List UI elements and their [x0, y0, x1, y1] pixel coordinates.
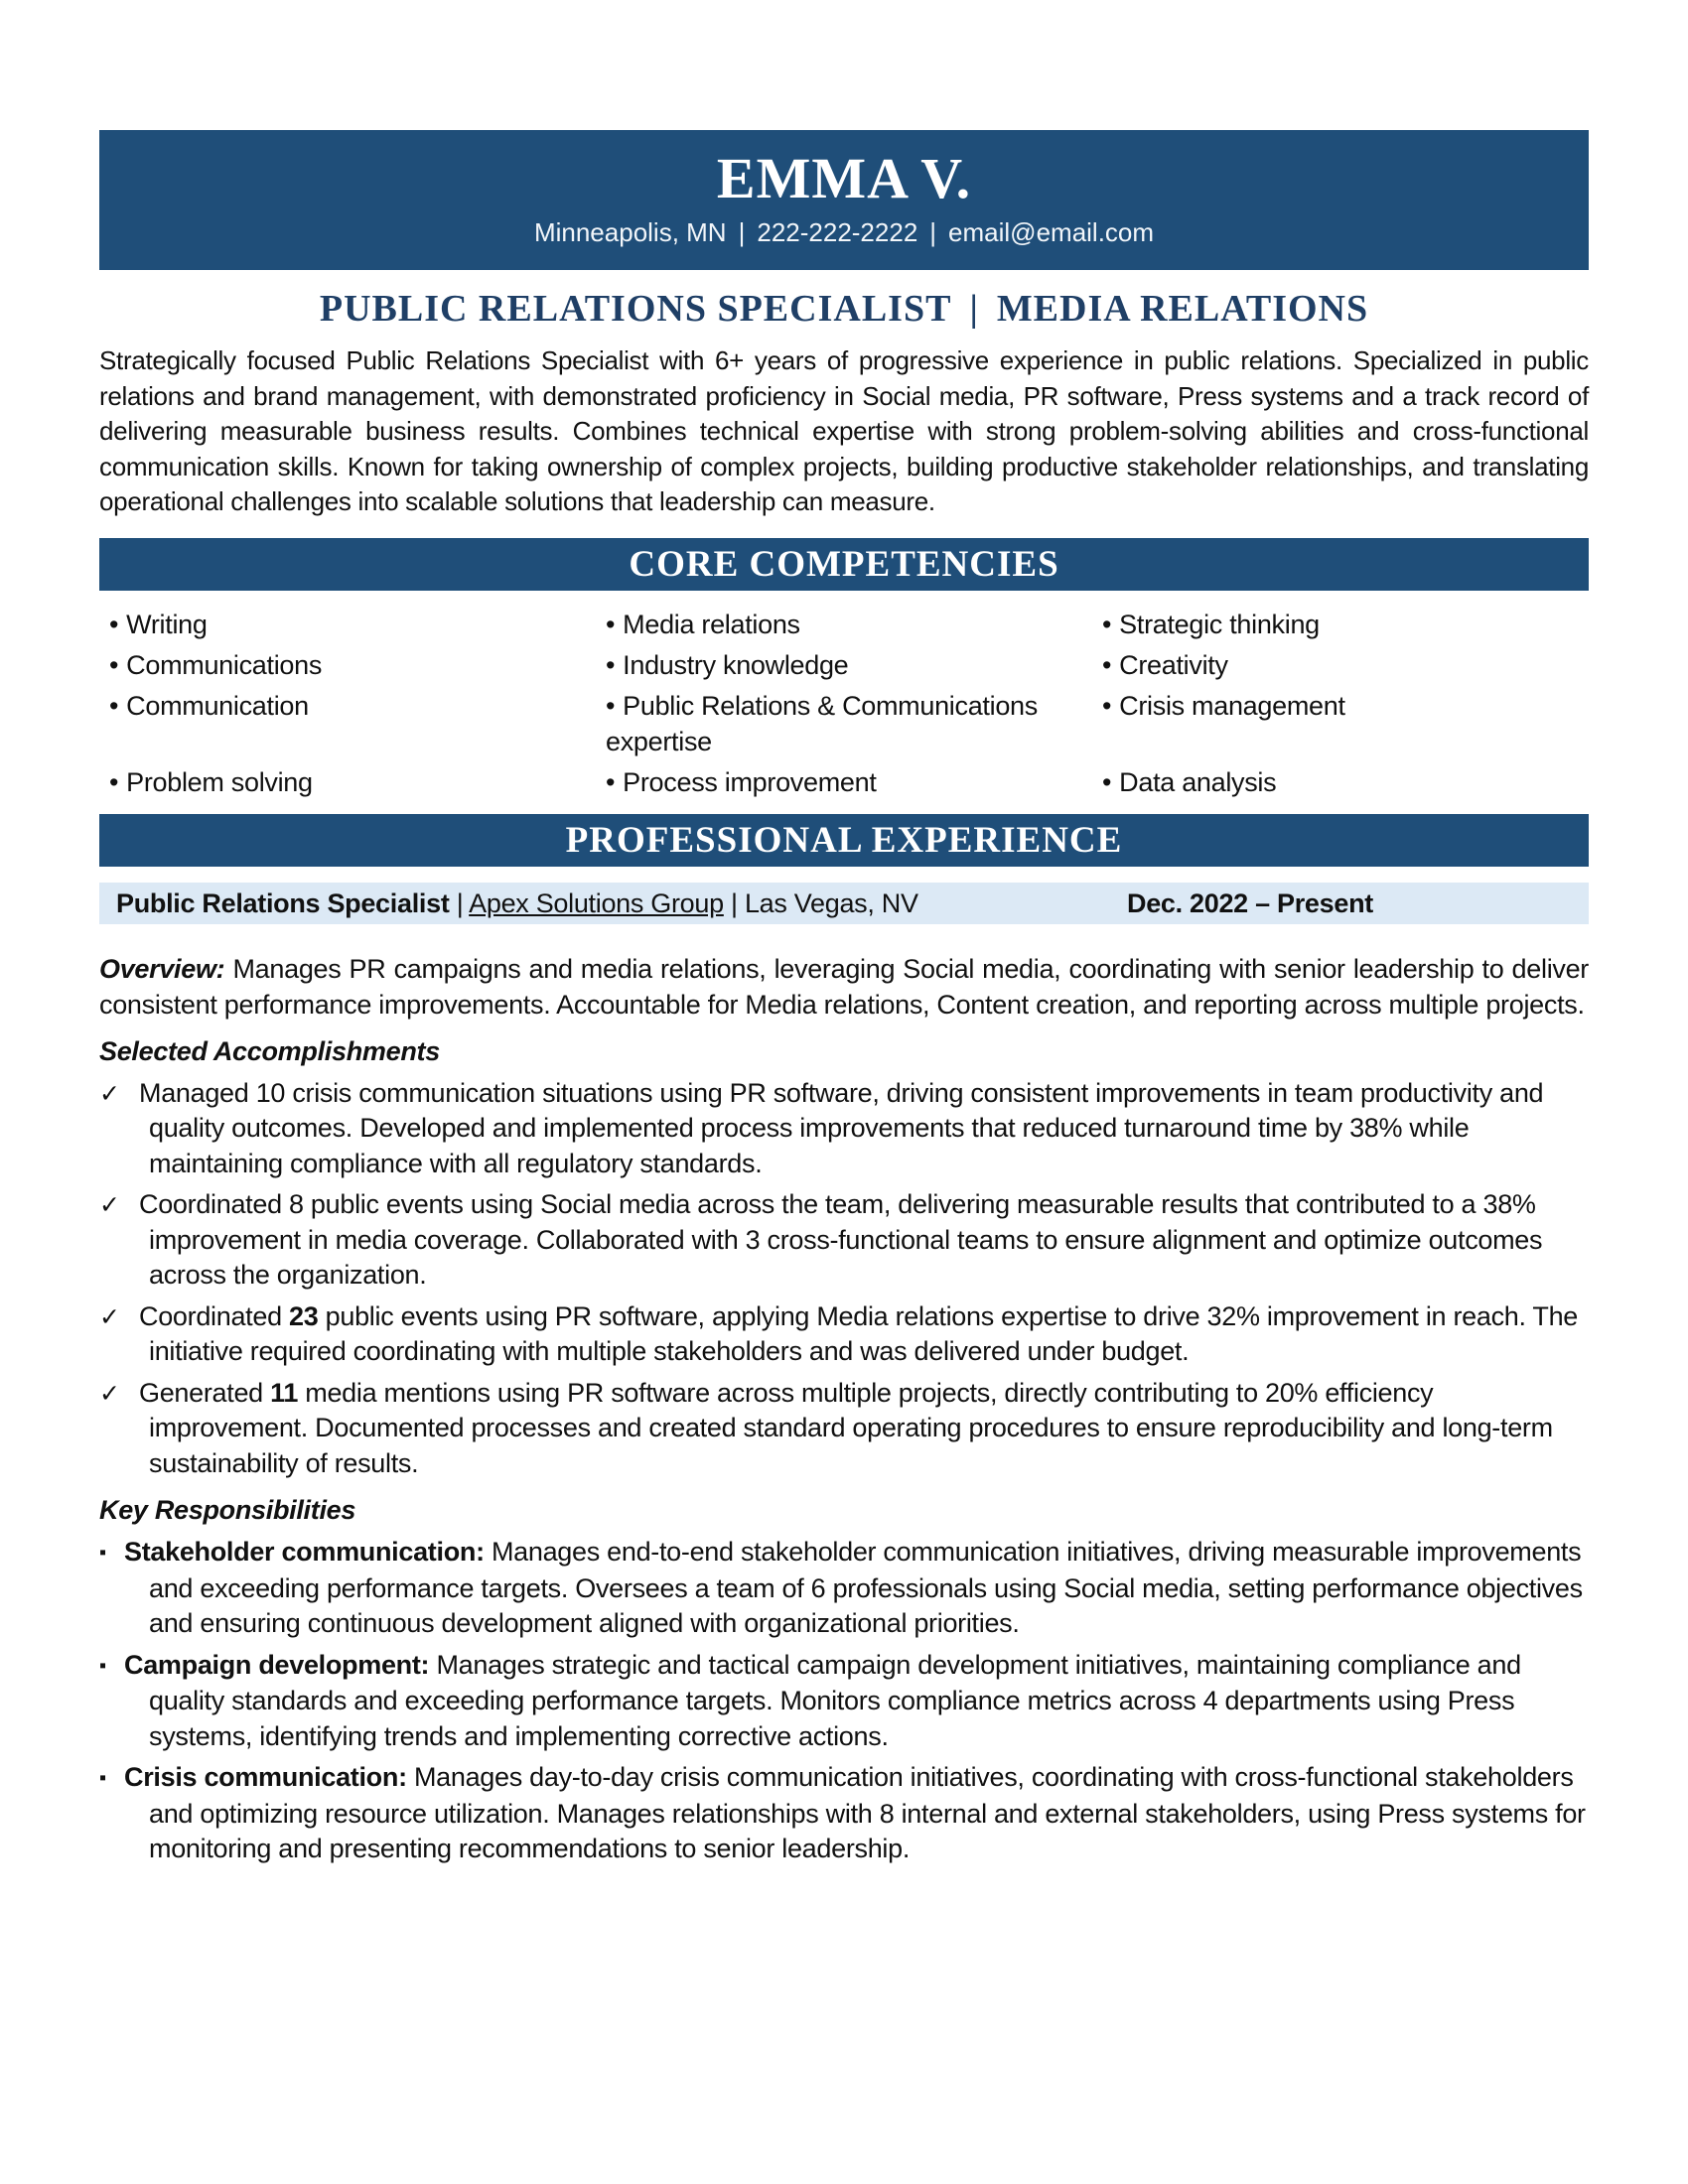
accomplishments-heading: Selected Accomplishments: [99, 1035, 440, 1066]
job-info: [116, 883, 918, 924]
responsibility-item: [99, 1648, 1589, 1755]
competency-label: Crisis management: [1119, 690, 1345, 721]
competency-label: Data analysis: [1119, 766, 1277, 797]
job-dates: Dec. 2022 – Present: [1127, 887, 1373, 918]
bullet-icon: •: [109, 766, 119, 797]
competency-item: [596, 607, 1092, 642]
job-location: Las Vegas, NV: [744, 887, 918, 918]
responsibility-label: Campaign development:: [124, 1649, 430, 1680]
contact-separator: |: [929, 217, 937, 247]
competency-item: [99, 764, 596, 800]
competency-label: Creativity: [1119, 649, 1228, 680]
competency-item: [1092, 647, 1589, 683]
responsibility-label: Crisis communication:: [124, 1762, 407, 1792]
checkmark-icon: ✓: [99, 1301, 120, 1331]
accomplishments-list: [99, 1076, 1589, 1482]
competencies-list: [99, 591, 1589, 800]
contact-line: [99, 215, 1589, 249]
competency-item: [99, 688, 596, 759]
bullet-icon: •: [1102, 609, 1112, 639]
title-focus: MEDIA RELATIONS: [996, 288, 1369, 330]
professional-summary: Strategically focused Public Relations Specialist with 6+ years of progressive experience in public relations. Specialized in public relations and brand management, with demonstrated proficiency in Social media, PR software, Press systems and a track record of delivering measurable business results. Combines technical expertise with strong problem-solving abilities and cross-functional communication skills. Known for taking ownership of complex projects, building productive stakeholder relationships, and translating operational challenges into scalable solutions that leadership can measure.: [99, 345, 1589, 516]
company-name: Apex Solutions Group: [469, 887, 724, 918]
competency-item: [99, 647, 596, 683]
contact-separator: |: [738, 217, 746, 247]
bullet-icon: •: [109, 609, 119, 639]
accomplishment-item: [99, 1376, 1589, 1482]
competency-label: Strategic thinking: [1119, 609, 1320, 639]
accomplishment-text: Coordinated: [139, 1300, 290, 1331]
competency-label: Problem solving: [126, 766, 313, 797]
resume-page: [99, 130, 1589, 1873]
contact-location: Minneapolis, MN: [533, 217, 727, 247]
job-title: Public Relations Specialist: [116, 887, 450, 918]
competency-item: [596, 647, 1092, 683]
bullet-icon: •: [109, 649, 119, 680]
core-competencies-heading: CORE COMPETENCIES: [99, 538, 1589, 591]
bullet-icon: •: [1102, 766, 1112, 797]
bullet-icon: •: [1102, 690, 1112, 721]
competency-item: [1092, 764, 1589, 800]
responsibilities-list: [99, 1535, 1589, 1867]
accomplishment-item: [99, 1076, 1589, 1182]
competency-item: [596, 764, 1092, 800]
bullet-icon: •: [606, 649, 616, 680]
competency-item: [1092, 607, 1589, 642]
overview-label: Overview:: [99, 953, 225, 984]
competency-item: [1092, 688, 1589, 759]
accomplishment-item: [99, 1187, 1589, 1294]
checkmark-icon: ✓: [99, 1078, 120, 1108]
accomplishment-text: Coordinated 8 public events using Social media across the team, delivering measurable results that contributed to a 38% improvement in media coverage. Collaborated with 3 cross-functional teams to ensure alignment and optimize outcomes across the organization.: [139, 1189, 1543, 1290]
competency-item: [596, 688, 1092, 759]
bullet-icon: •: [606, 609, 616, 639]
competency-label: Process improvement: [623, 766, 877, 797]
competency-label: Public Relations & Communications expertise: [606, 690, 1038, 756]
checkmark-icon: ✓: [99, 1190, 120, 1219]
competency-label: Industry knowledge: [623, 649, 849, 680]
professional-title: [99, 286, 1589, 332]
job-separator: |: [456, 887, 464, 918]
responsibility-text: Manages end-to-end stakeholder communication initiatives, driving measurable improvements and exceeding performance targets. Oversees a team of 6 professionals using Social media, setting performance objectives and ensuring continuous development aligned with organizational priorities.: [149, 1537, 1583, 1638]
accomplishment-item: [99, 1299, 1589, 1370]
bullet-icon: •: [1102, 649, 1112, 680]
checkmark-icon: ✓: [99, 1378, 120, 1408]
responsibility-label: Stakeholder communication:: [124, 1537, 485, 1567]
accomplishment-metric: 23: [289, 1300, 319, 1331]
bullet-icon: •: [606, 766, 616, 797]
competency-label: Writing: [126, 609, 208, 639]
accomplishment-text: media mentions using PR software across multiple projects, directly contributing to 20% efficiency improvement. Documented processes and created standard operating procedures to ensure reproducibility and long-term sustainability of results.: [149, 1377, 1553, 1478]
competency-label: Communication: [126, 690, 309, 721]
accomplishment-metric: 11: [270, 1377, 299, 1408]
bullet-icon: •: [606, 690, 616, 721]
responsibility-text: Manages strategic and tactical campaign development initiatives, maintaining compliance and quality standards and exceeding performance targets. Monitors compliance metrics across 4 departments using Press systems, identifying trends and implementing corrective actions.: [149, 1649, 1521, 1751]
accomplishment-text: Generated: [139, 1377, 271, 1408]
responsibility-text: Manages day-to-day crisis communication initiatives, coordinating with cross-functional stakeholders and optimizing resource utilization. Manages relationships with 8 internal and external stakeholders, using Press systems for monitoring and presenting recommendations to senior leadership.: [149, 1762, 1586, 1863]
contact-email: email@email.com: [948, 217, 1155, 247]
job-overview: [99, 951, 1589, 1023]
title-role: PUBLIC RELATIONS SPECIALIST: [319, 288, 952, 330]
experience-heading: PROFESSIONAL EXPERIENCE: [99, 814, 1589, 867]
accomplishment-text: public events using PR software, applying Media relations expertise to drive 32% improvement in reach. The initiative required coordinating with multiple stakeholders and was delivered under budget.: [149, 1300, 1579, 1366]
competency-label: Media relations: [623, 609, 800, 639]
job-separator: |: [731, 887, 738, 918]
competency-item: [99, 607, 596, 642]
candidate-name: EMMA V.: [716, 146, 972, 210]
square-bullet-icon: ▪: [99, 1767, 106, 1789]
header-banner: [99, 130, 1589, 270]
square-bullet-icon: ▪: [99, 1542, 106, 1564]
title-separator: |: [969, 288, 979, 330]
job-header: [99, 883, 1589, 924]
contact-phone: 222-222-2222: [757, 217, 918, 247]
accomplishment-text: Managed 10 crisis communication situations using PR software, driving consistent improvements in team productivity and quality outcomes. Developed and implemented process improvements that reduced turnaround time by 38% while maintaining compliance with all regulatory standards.: [139, 1077, 1544, 1178]
responsibilities-heading: Key Responsibilities: [99, 1495, 356, 1525]
overview-text: Manages PR campaigns and media relations, leveraging Social media, coordinating with senior leadership to deliver consistent performance improvements. Accountable for Media relations, Content creation, and reporting across multiple projects.: [99, 953, 1589, 1020]
competency-label: Communications: [126, 649, 323, 680]
bullet-icon: •: [109, 690, 119, 721]
square-bullet-icon: ▪: [99, 1654, 106, 1677]
responsibility-item: [99, 1760, 1589, 1867]
responsibility-item: [99, 1535, 1589, 1642]
